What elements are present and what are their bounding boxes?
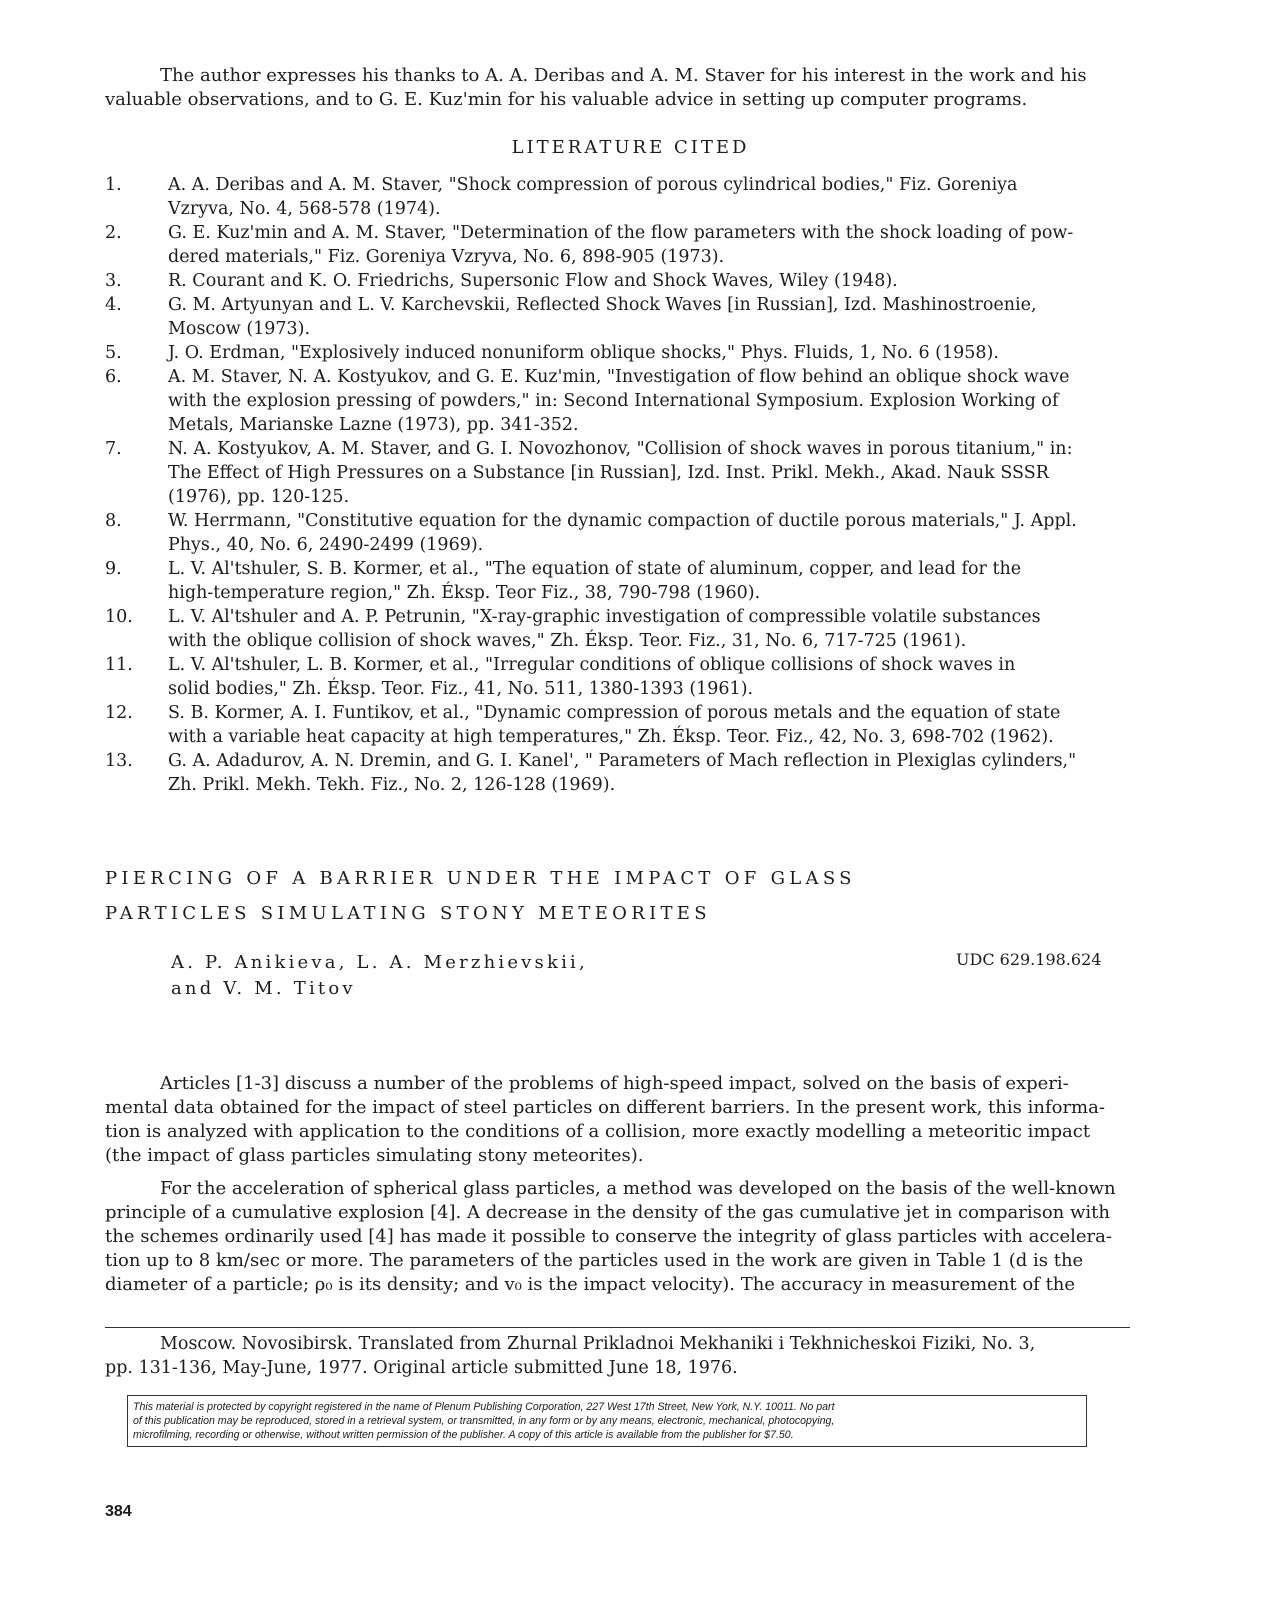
text-line: The author expresses his thanks to A. A. Deribas and A. M. Staver for his interest in the work and his [160, 65, 1087, 86]
reference-item [105, 293, 1165, 341]
reference-number: 2. [105, 223, 122, 243]
reference-text: high-temperature region," Zh. Éksp. Teor Fiz., 38, 790-798 (1960). [168, 583, 761, 603]
copyright-notice-box [127, 1395, 1087, 1447]
text-line: pp. 131-136, May-June, 1977. Original article submitted June 18, 1976. [105, 1358, 738, 1378]
reference-item [105, 749, 1165, 797]
reference-text: L. V. Al'tshuler and A. P. Petrunin, "X-ray-graphic investigation of compressible volatile substances [168, 607, 1041, 627]
reference-item [105, 365, 1165, 437]
reference-text: G. A. Adadurov, A. N. Dremin, and G. I. Kanel', " Parameters of Mach reflection in Plexiglas cylinders," [168, 751, 1077, 771]
article-authors [171, 950, 588, 1002]
reference-text: J. O. Erdman, "Explosively induced nonuniform oblique shocks," Phys. Fluids, 1, No. 6 (1958). [168, 343, 999, 363]
reference-item [105, 221, 1165, 269]
text-line: the schemes ordinarily used [4] has made it possible to conserve the integrity of glass particles with accelera- [105, 1226, 1112, 1247]
reference-item [105, 557, 1165, 605]
reference-text: L. V. Al'tshuler, S. B. Kormer, et al., "The equation of state of aluminum, copper, and lead for the [168, 559, 1022, 579]
reference-text: N. A. Kostyukov, A. M. Staver, and G. I. Novozhonov, "Collision of shock waves in porous titanium," in: [168, 439, 1073, 459]
authors-line: A. P. Anikieva, L. A. Merzhievskii, [171, 952, 588, 973]
reference-text: W. Herrmann, "Constitutive equation for the dynamic compaction of ductile porous materials," J. Appl. [168, 511, 1077, 531]
reference-number: 5. [105, 343, 122, 363]
literature-cited-heading: LITERATURE CITED [511, 137, 750, 158]
text-line: valuable observations, and to G. E. Kuz'min for his valuable advice in setting up computer programs. [105, 89, 1028, 110]
reference-text: Phys., 40, No. 6, 2490-2499 (1969). [168, 535, 484, 555]
reference-item [105, 269, 1165, 293]
reference-item [105, 509, 1165, 557]
reference-number: 7. [105, 439, 122, 459]
reference-item [105, 437, 1165, 509]
text-line: principle of a cumulative explosion [4]. A decrease in the density of the gas cumulative jet in comparison with [105, 1202, 1110, 1223]
reference-number: 12. [105, 703, 133, 723]
reference-item [105, 341, 1165, 365]
reference-item [105, 173, 1165, 221]
reference-text: (1976), pp. 120-125. [168, 487, 350, 507]
reference-text: Zh. Prikl. Mekh. Tekh. Fiz., No. 2, 126-128 (1969). [168, 775, 616, 795]
reference-item [105, 653, 1165, 701]
text-line: (the impact of glass particles simulating stony meteorites). [105, 1145, 644, 1166]
reference-item [105, 605, 1165, 653]
text-line: of this publication may be reproduced, stored in a retrieval system, or transmitted, in any form or by any means, electronic, mechanical, photocopying, [133, 1415, 835, 1427]
reference-number: 6. [105, 367, 122, 387]
text-line: tion up to 8 km/sec or more. The parameters of the particles used in the work are given in Table 1 (d is the [105, 1250, 1084, 1271]
text-line: mental data obtained for the impact of steel particles on different barriers. In the present work, this informa- [105, 1097, 1105, 1118]
article-title-line-2: PARTICLES SIMULATING STONY METEORITES [105, 903, 711, 924]
reference-number: 8. [105, 511, 122, 531]
reference-text: G. M. Artyunyan and L. V. Karchevskii, Reflected Shock Waves [in Russian], Izd. Mashinostroenie, [168, 295, 1037, 315]
reference-text: with the explosion pressing of powders," in: Second International Symposium. Explosion Working of [168, 391, 1059, 411]
reference-number: 4. [105, 295, 122, 315]
page-number: 384 [105, 1503, 132, 1520]
reference-number: 11. [105, 655, 133, 675]
reference-text: with the oblique collision of shock waves," Zh. Éksp. Teor. Fiz., 31, No. 6, 717-725 (1961). [168, 631, 967, 651]
reference-text: A. A. Deribas and A. M. Staver, "Shock compression of porous cylindrical bodies," Fiz. Goreniya [168, 175, 1018, 195]
reference-list [105, 173, 1165, 797]
reference-number: 13. [105, 751, 133, 771]
text-line: diameter of a particle; ρ₀ is its density; and v₀ is the impact velocity). The accuracy in measurement of the [105, 1274, 1076, 1295]
reference-text: Vzryva, No. 4, 568-578 (1974). [168, 199, 441, 219]
reference-number: 9. [105, 559, 122, 579]
reference-text: G. E. Kuz'min and A. M. Staver, "Determination of the flow parameters with the shock loading of pow- [168, 223, 1074, 243]
udc-code: UDC 629.198.624 [956, 950, 1102, 969]
text-line: Articles [1-3] discuss a number of the problems of high-speed impact, solved on the basis of experi- [160, 1073, 1069, 1094]
text-line: Moscow. Novosibirsk. Translated from Zhurnal Prikladnoi Mekhaniki i Tekhnicheskoi Fiziki, No. 3, [160, 1334, 1036, 1354]
article-title-line-1: PIERCING OF A BARRIER UNDER THE IMPACT OF GLASS [105, 868, 856, 889]
reference-number: 1. [105, 175, 122, 195]
reference-text: R. Courant and K. O. Friedrichs, Supersonic Flow and Shock Waves, Wiley (1948). [168, 271, 898, 291]
text-line: This material is protected by copyright registered in the name of Plenum Publishing Corporation, 227 West 17th Street, New York, N.Y. 10011. No part [133, 1401, 835, 1413]
body-paragraph-1 [105, 1072, 1105, 1168]
reference-text: Metals, Marianske Lazne (1973), pp. 341-352. [168, 415, 579, 435]
reference-item [105, 701, 1165, 749]
authors-line: and V. M. Titov [171, 978, 356, 999]
text-line: tion is analyzed with application to the conditions of a collision, more exactly modelling a meteoritic impact [105, 1121, 1091, 1142]
body-paragraph-2 [105, 1177, 1116, 1297]
text-line: microfilming, recording or otherwise, without written permission of the publisher. A copy of this article is available from the publisher for $7.50. [133, 1429, 794, 1441]
reference-number: 10. [105, 607, 133, 627]
reference-text: L. V. Al'tshuler, L. B. Kormer, et al., "Irregular conditions of oblique collisions of shock waves in [168, 655, 1016, 675]
translation-footnote [105, 1332, 1035, 1380]
reference-text: dered materials," Fiz. Goreniya Vzryva, No. 6, 898-905 (1973). [168, 247, 725, 267]
footnote-divider [105, 1327, 1130, 1328]
reference-number: 3. [105, 271, 122, 291]
text-line: For the acceleration of spherical glass particles, a method was developed on the basis of the well-known [160, 1178, 1116, 1199]
acknowledgment-paragraph [105, 64, 1087, 112]
reference-text: S. B. Kormer, A. I. Funtikov, et al., "Dynamic compression of porous metals and the equation of state [168, 703, 1061, 723]
reference-text: solid bodies," Zh. Éksp. Teor. Fiz., 41, No. 511, 1380-1393 (1961). [168, 679, 754, 699]
reference-text: A. M. Staver, N. A. Kostyukov, and G. E. Kuz'min, "Investigation of flow behind an oblique shock wave [168, 367, 1070, 387]
reference-text: with a variable heat capacity at high temperatures," Zh. Éksp. Teor. Fiz., 42, No. 3, 698-702 (1962). [168, 727, 1054, 747]
reference-text: The Effect of High Pressures on a Substance [in Russian], Izd. Inst. Prikl. Mekh., Akad. Nauk SSSR [168, 463, 1049, 483]
reference-text: Moscow (1973). [168, 319, 311, 339]
